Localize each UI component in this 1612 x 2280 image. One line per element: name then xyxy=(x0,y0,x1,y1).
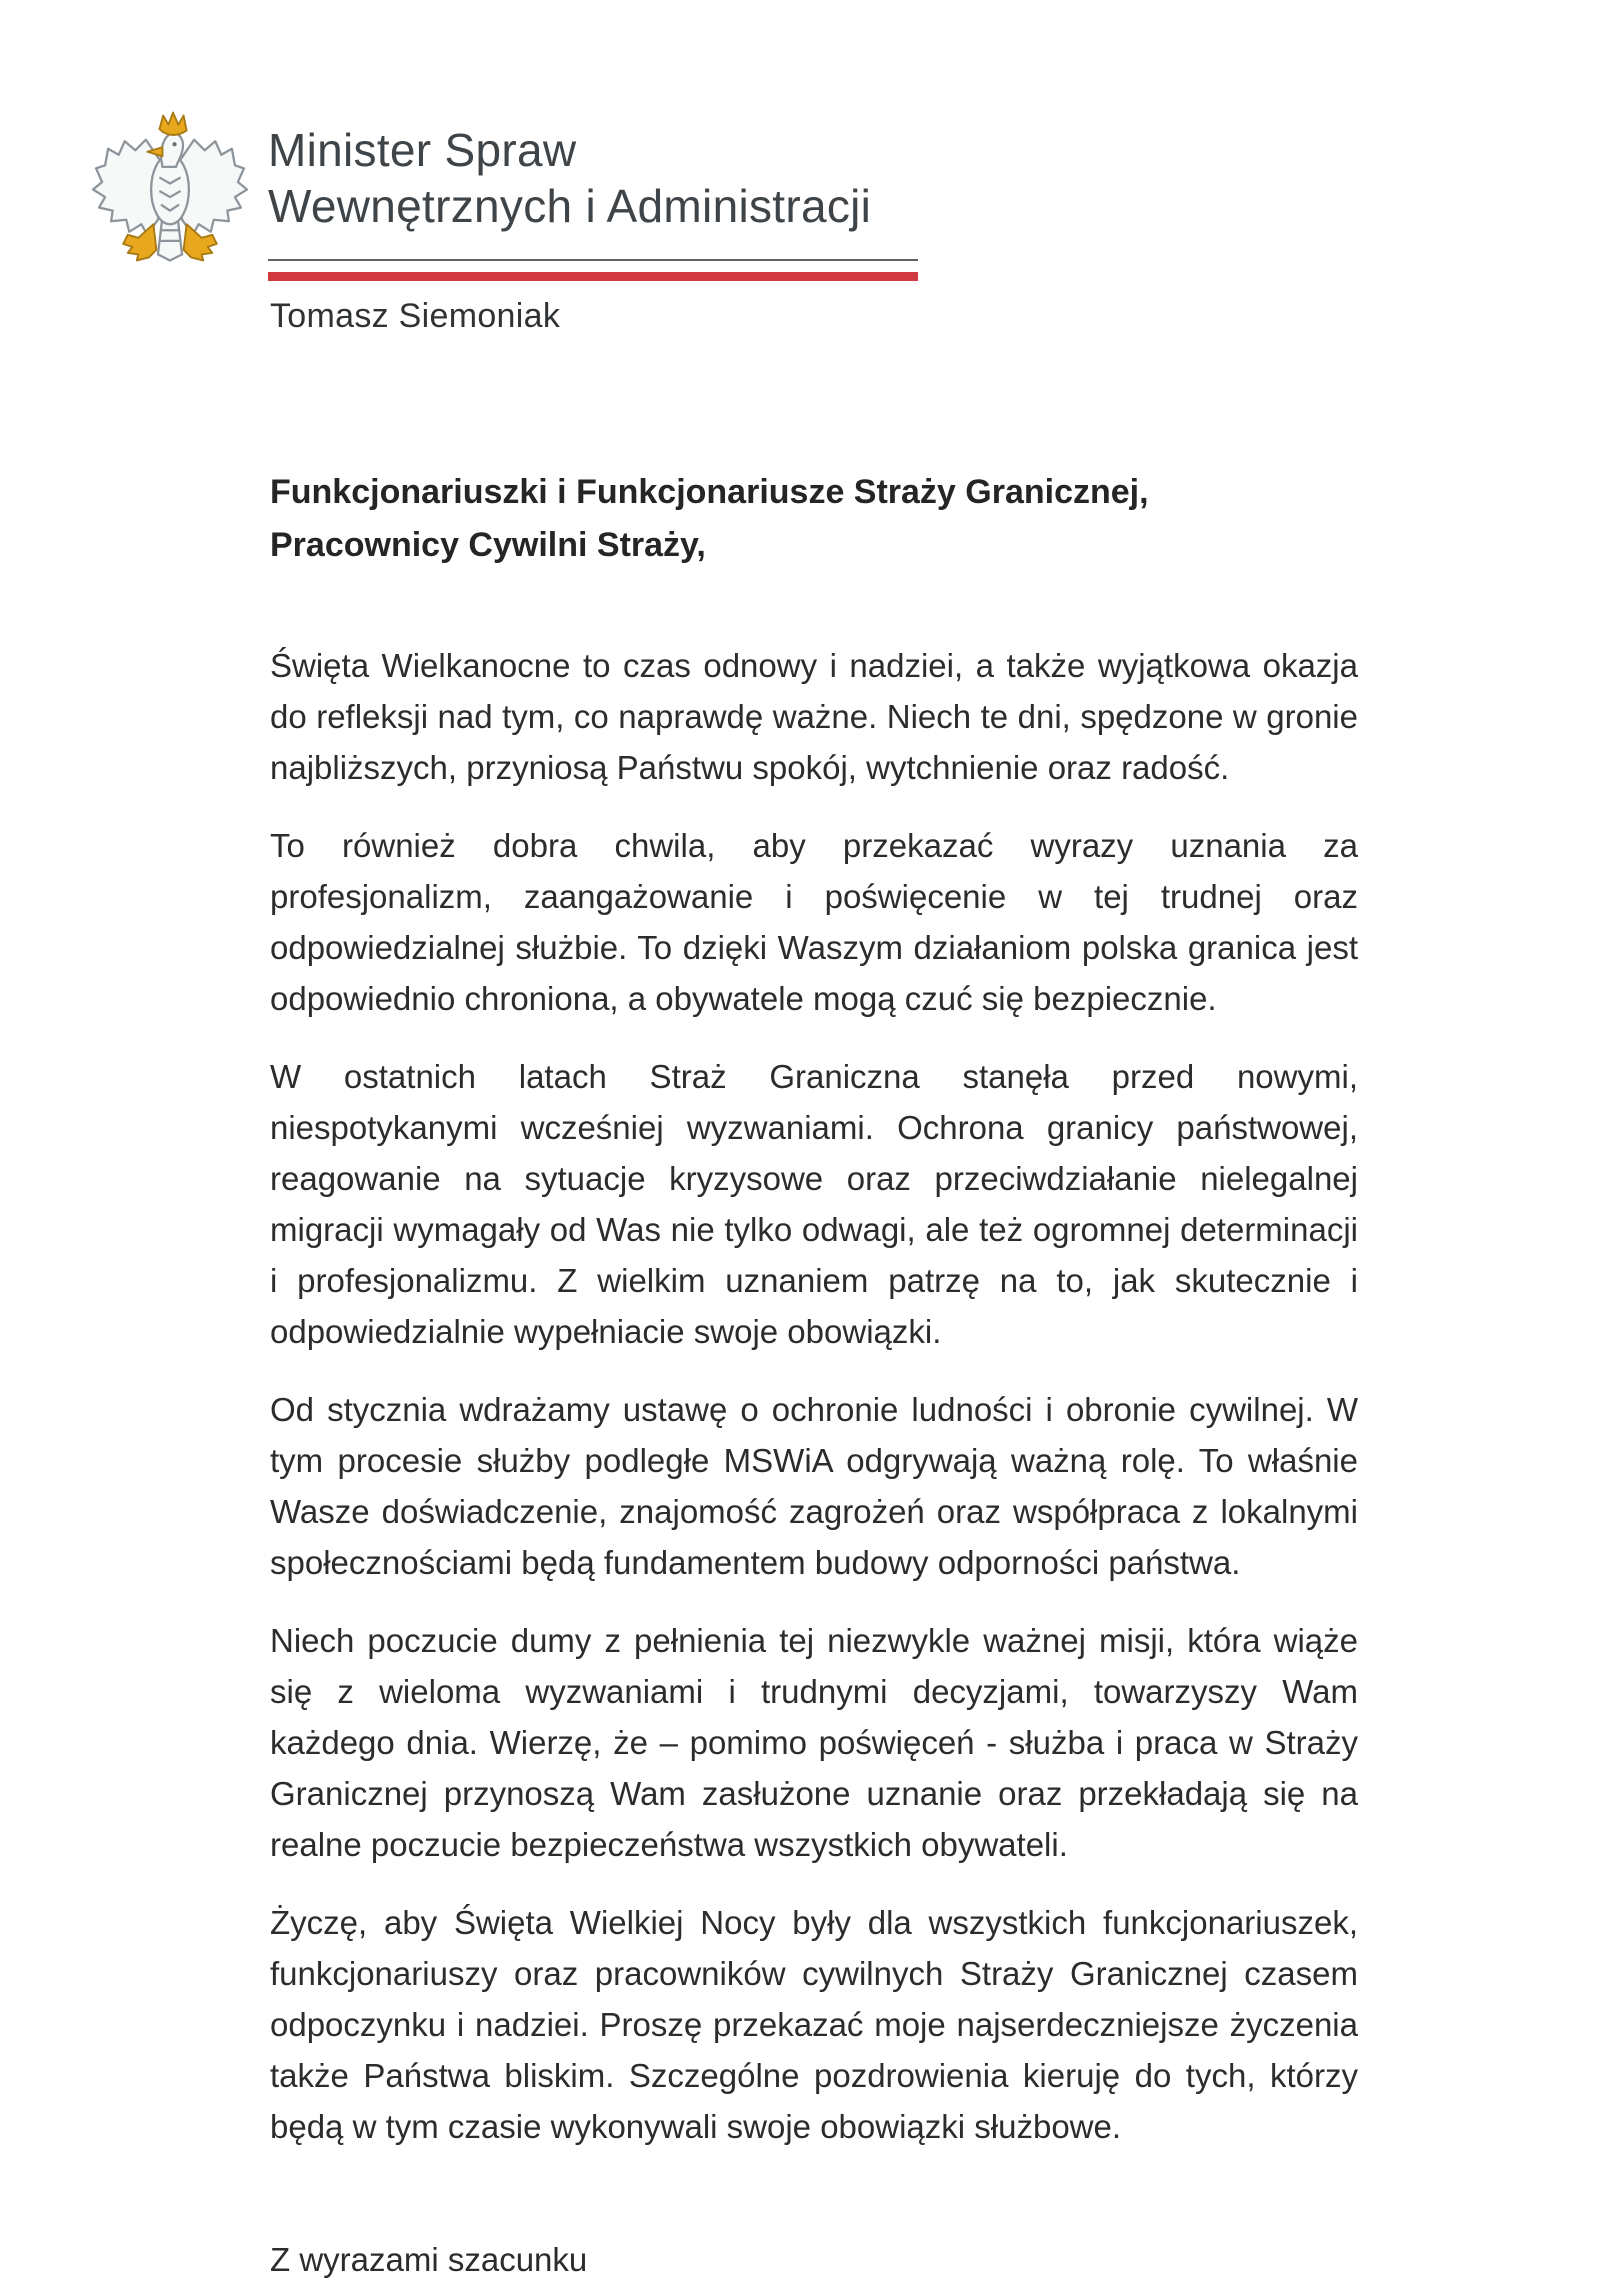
paragraph-5: Niech poczucie dumy z pełnienia tej niezwykle ważnej misji, która wiąże się z wieloma wyzwaniami i trudnymi decyzjami, towarzyszy Wam każdego dnia. Wierzę, że – pomimo poświęceń - służba i praca w Straży Granicznej przynoszą Wam zasłużone uznanie oraz przekładają się na realne poczucie bezpieczeństwa wszystkich obywateli. xyxy=(270,1622,1358,1863)
letter-body xyxy=(270,466,1358,2280)
paragraph-3: W ostatnich latach Straż Graniczna stanęła przed nowymi, niespotykanymi wcześniej wyzwaniami. Ochrona granicy państwowej, reagowanie na sytuacje kryzysowe oraz przeciwdziałanie nielegalnej migracji wymagały od Was nie tylko odwagi, ale też ogromnej determinacji i profesjonalizmu. Z wielkim uznaniem patrzę na to, jak skutecznie i odpowiedzialnie wypełniacie swoje obowiązki. xyxy=(270,1058,1358,1350)
salutation-line1: Funkcjonariuszki i Funkcjonariusze Straży Granicznej, xyxy=(270,473,1149,511)
ministry-title-line1: Minister Spraw xyxy=(268,124,577,176)
letterhead-rule-gray xyxy=(268,259,918,261)
paragraphs xyxy=(270,640,1358,2152)
paragraph-6: Życzę, aby Święta Wielkiej Nocy były dla wszystkich funkcjonariuszek, funkcjonariuszy oraz pracowników cywilnych Straży Granicznej czasem odpoczynku i nadziei. Proszę przekazać moje najserdeczniejsze życzenia także Państwa bliskim. Szczególne pozdrowienia kieruję do tych, którzy będą w tym czasie wykonywali swoje obowiązki służbowe. xyxy=(270,1904,1358,2145)
salutation xyxy=(270,466,1358,572)
salutation-line2: Pracownicy Cywilni Straży, xyxy=(270,526,706,564)
polish-eagle-emblem-icon xyxy=(90,98,250,278)
ministry-title-line2: Wewnętrznych i Administracji xyxy=(268,180,872,232)
ministry-title xyxy=(268,98,871,234)
letterhead-rule-red xyxy=(268,272,918,281)
closing-salutation: Z wyrazami szacunku xyxy=(270,2241,588,2278)
paragraph-1: Święta Wielkanocne to czas odnowy i nadziei, a także wyjątkowa okazja do refleksji nad tym, co naprawdę ważne. Niech te dni, spędzone w gronie najbliższych, przyniosą Państwu spokój, wytchnienie oraz radość. xyxy=(270,647,1358,786)
minister-name: Tomasz Siemoniak xyxy=(270,297,561,335)
paragraph-4: Od stycznia wdrażamy ustawę o ochronie ludności i obronie cywilnej. W tym procesie służby podległe MSWiA odgrywają ważną rolę. To właśnie Wasze doświadczenie, znajomość zagrożeń oraz współpraca z lokalnymi społecznościami będą fundamentem budowy odporności państwa. xyxy=(270,1391,1358,1581)
letterhead xyxy=(90,98,871,278)
letterhead-rules xyxy=(268,259,918,281)
paragraph-2: To również dobra chwila, aby przekazać wyrazy uznania za profesjonalizm, zaangażowanie i poświęcenie w tej trudnej oraz odpowiedzialnej służbie. To dzięki Waszym działaniom polska granica jest odpowiednio chroniona, a obywatele mogą czuć się bezpiecznie. xyxy=(270,827,1358,1017)
